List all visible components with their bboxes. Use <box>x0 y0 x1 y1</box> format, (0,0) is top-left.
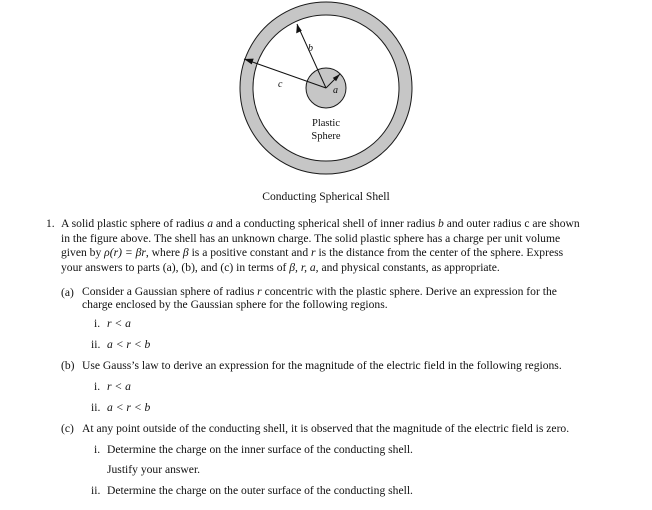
label-b: b <box>308 43 313 54</box>
part-a-ii-label: ii. <box>91 338 101 351</box>
part-b-i-expr: r < a <box>107 380 131 393</box>
part-b-i-label: i. <box>94 380 101 393</box>
part-a-i-expr: r < a <box>107 317 131 330</box>
part-a-label: (a) <box>61 286 74 299</box>
part-a-ii-expr: a < r < b <box>107 338 151 351</box>
figure-caption: Conducting Spherical Shell <box>262 190 390 203</box>
part-b-ii-expr: a < r < b <box>107 401 151 414</box>
problem-intro: A solid plastic sphere of radius a and a conducting spherical shell of inner radius b and outer radius c are shown in the figure above. The shell has an unknown charge. The solid plastic sphere has a charge per unit volume given by ρ(r) = βr, where β is a positive constant and r is the distance from the center of the sphere. Express your answers to parts (a), (b), and (c) in terms of β, r, a, and physical constants, as appropriate. <box>61 217 580 274</box>
part-c-justify: Justify your answer. <box>107 463 201 476</box>
part-b-ii-label: ii. <box>91 401 101 414</box>
part-b-label: (b) <box>61 359 75 372</box>
plastic-sphere-label-line1: Plastic <box>312 118 340 129</box>
part-c-ii-label: ii. <box>91 484 101 497</box>
conducting-shell-figure <box>0 0 652 195</box>
part-c-i-text: Determine the charge on the inner surface of the conducting shell. <box>107 443 413 456</box>
problem-number: 1. <box>46 217 55 230</box>
plastic-sphere-label-line2: Sphere <box>311 131 341 142</box>
label-c: c <box>278 79 283 90</box>
part-a-i-label: i. <box>94 317 101 330</box>
part-b-text: Use Gauss’s law to derive an expression for the magnitude of the electric field in the following regions. <box>82 359 562 372</box>
part-c-label: (c) <box>61 422 74 435</box>
part-c-text: At any point outside of the conducting shell, it is observed that the magnitude of the electric field is zero. <box>82 422 570 435</box>
part-a-text: Consider a Gaussian sphere of radius r concentric with the plastic sphere. Derive an expression for the charge enclosed by the Gaussian sphere for the following regions. <box>82 285 557 311</box>
part-c-ii-text: Determine the charge on the outer surface of the conducting shell. <box>107 484 413 497</box>
part-c-i-label: i. <box>94 443 101 456</box>
label-a: a <box>333 85 338 96</box>
